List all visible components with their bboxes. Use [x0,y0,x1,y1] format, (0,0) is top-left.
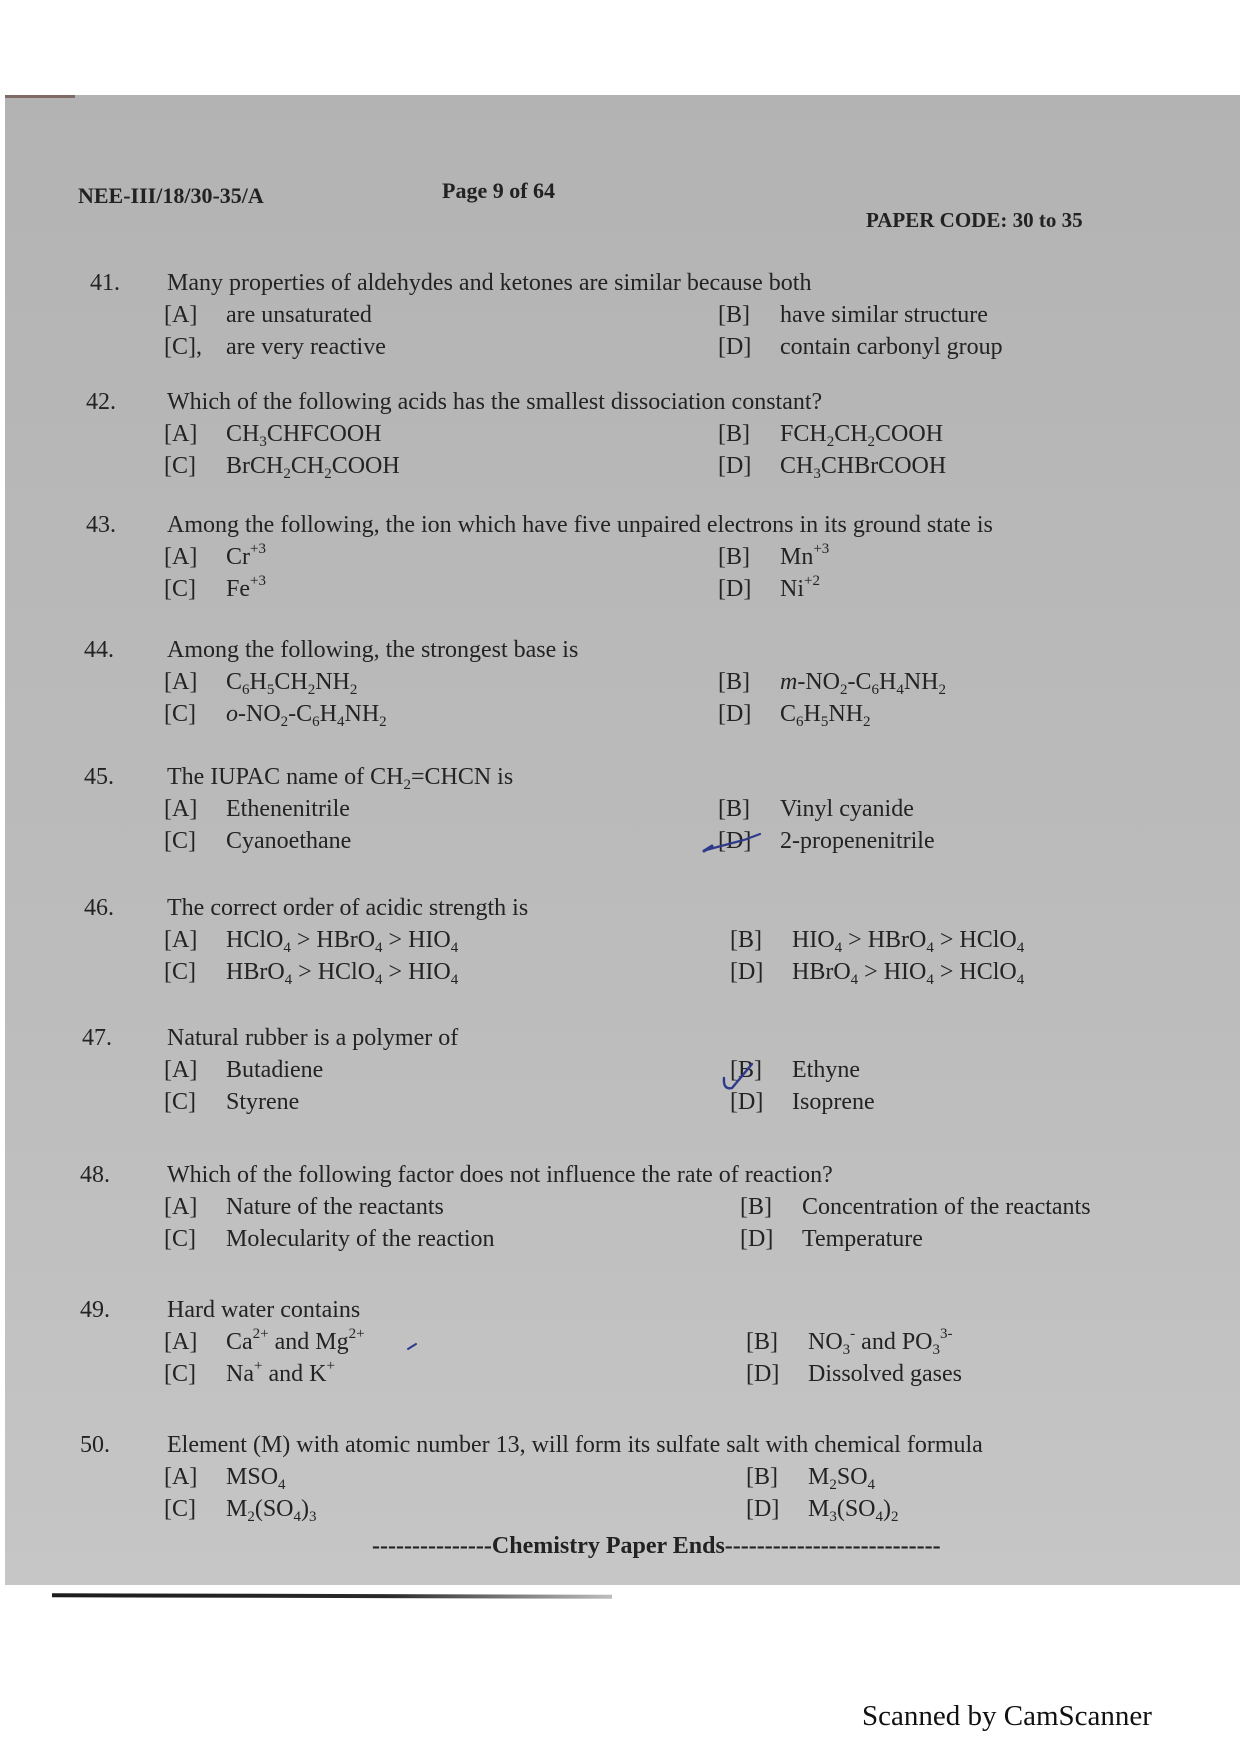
option-label: [B] [718,796,750,822]
option-label: [C] [164,701,196,727]
option-c [164,699,387,729]
option-label: [A] [164,544,198,570]
option-d [746,1494,899,1524]
option-d [718,332,1003,362]
option-label: [C] [164,576,196,602]
option-label: [D] [730,1089,764,1115]
paper-end-marker: ---------------Chemistry Paper Ends--------------------------- [372,1533,941,1559]
option-c [164,1494,317,1524]
option-b [718,542,829,572]
option-b [718,794,914,824]
option-text: 2-propenenitrile [780,828,935,854]
option-d [730,1087,875,1117]
option-text: $HIO_4$ > HBrO$_4$ > HClO$_4$ [792,927,1025,956]
option-label: [D] [746,1361,780,1387]
bottom-rule [52,1593,612,1598]
option-text: are unsaturated [226,302,372,328]
question-stem: Many properties of aldehydes and ketones are similar because both [167,270,812,296]
option-text: $M_2(SO_4)_3$ [226,1496,317,1525]
option-label: [C] [164,828,196,854]
option-label: [C] [164,1089,196,1115]
option-text: $CH_3CHBrCOOH$ [780,453,947,482]
option-label: [B] [718,669,750,695]
option-b [740,1192,1091,1222]
option-text: Vinyl cyanide [780,796,914,822]
option-c [164,1224,495,1254]
option-a [164,1327,365,1357]
option-text: $NO_3^-$ and $PO_3^{3-}$ [808,1326,953,1358]
option-d [746,1359,962,1389]
option-text: $Ni^{+2}$ [780,573,820,602]
option-b [718,419,943,449]
question-stem: The IUPAC name of $CH_2=CHCN$ is [167,764,514,793]
option-label: [D] [718,701,752,727]
option-b [746,1327,953,1357]
option-label: [C] [164,1496,196,1522]
option-label: [C] [164,959,196,985]
option-text: are very reactive [226,334,386,360]
option-d [718,451,946,481]
option-c [164,1087,299,1117]
option-label: [B] [746,1464,778,1490]
question-stem: Among the following, the strongest base is [167,637,579,663]
option-text: Cyanoethane [226,828,352,854]
option-text: $Ca^{2+}$ and $Mg^{2+}$ [226,1326,365,1355]
option-text: HBrO$_4$ > HClO$_4$ > $HIO_4$ [226,959,459,988]
paper-code: PAPER CODE: 30 to 35 [866,208,1083,232]
option-text: $C_6H_5NH_2$ [780,701,871,730]
question-number: 49. [80,1297,110,1323]
option-text: Dissolved gases [808,1361,962,1387]
option-b [730,925,1024,955]
option-text: Molecularity of the reaction [226,1226,495,1252]
question-stem: Hard water contains [167,1297,361,1323]
option-d [718,574,820,604]
option-text: Concentration of the reactants [802,1194,1091,1220]
option-label: [B] [730,1057,762,1083]
option-a [164,794,350,824]
question-number: 47. [82,1025,112,1051]
option-d [718,699,871,729]
option-text: $C_6H_5CH_2NH_2$ [226,669,358,698]
option-label: [A] [164,927,198,953]
option-b [718,667,946,697]
option-label: [A] [164,669,198,695]
option-label: [B] [718,302,750,328]
paper-edge-shadow [5,95,75,98]
option-c [164,1359,335,1389]
option-label: [D] [718,828,752,854]
option-text: Butadiene [226,1057,324,1083]
option-label: [D] [718,453,752,479]
question-number: 44. [84,637,114,663]
option-text: Isoprene [792,1089,875,1115]
question-number: 50. [80,1432,110,1458]
option-label: [B] [746,1329,778,1355]
option-label: [D] [746,1496,780,1522]
question-number: 42. [86,389,116,415]
option-label: [A] [164,1194,198,1220]
option-c [164,451,400,481]
option-text: contain carbonyl group [780,334,1003,360]
option-text: $CH_3CHFCOOH$ [226,421,382,450]
question-number: 43. [86,512,116,538]
option-label: [C] [164,1226,196,1252]
option-text: $m-NO_2-C_6H_4NH_2$ [780,669,947,698]
option-d [730,957,1024,987]
question-number: 41. [90,270,120,296]
option-label: [B] [740,1194,772,1220]
option-label: [A] [164,1057,198,1083]
exam-code: NEE-III/18/30-35/A [78,183,264,208]
option-label: [A] [164,1329,198,1355]
option-text: Na+ and K+ [226,1358,335,1387]
option-label: [D] [718,576,752,602]
option-a [164,1192,444,1222]
question-number: 46. [84,895,114,921]
option-label: [A] [164,421,198,447]
question-stem: The correct order of acidic strength is [167,895,529,921]
question-number: 48. [80,1162,110,1188]
option-text: $o-NO_2-C_6H_4NH_2$ [226,701,387,730]
option-label: [D] [740,1226,774,1252]
scanner-watermark: Scanned by CamScanner [862,1700,1152,1732]
option-text: $Fe^{+3}$ [226,573,266,602]
option-b [730,1055,860,1085]
option-d [718,826,935,856]
option-a [164,925,458,955]
option-label: [D] [718,334,752,360]
option-label: [C], [164,334,202,360]
option-text: Ethyne [792,1057,860,1083]
option-c [164,826,351,856]
option-text: $Mn^{+3}$ [780,541,830,570]
option-b [718,300,988,330]
option-d [740,1224,923,1254]
question-stem: Which of the following factor does not influence the rate of reaction? [167,1162,833,1188]
option-text: $M_2SO_4$ [808,1464,876,1493]
question-stem: Among the following, the ion which have five unpaired electrons in its ground state is [167,512,993,538]
option-text: $BrCH_2CH_2COOH$ [226,453,400,482]
option-text: $FCH_2CH_2COOH$ [780,421,944,450]
option-text: Styrene [226,1089,300,1115]
option-a [164,1462,286,1492]
option-label: [C] [164,453,196,479]
option-text: have similar structure [780,302,988,328]
option-label: [A] [164,1464,198,1490]
option-text: $Cr^{+3}$ [226,541,266,570]
option-label: [A] [164,302,198,328]
option-label: [A] [164,796,198,822]
option-text: HClO$_4$ > HBrO$_4$ > $HIO_4$ [226,927,459,956]
option-a [164,300,372,330]
option-text: Ethenenitrile [226,796,350,822]
option-a [164,542,266,572]
page-number: Page 9 of 64 [442,178,556,203]
question-stem: Natural rubber is a polymer of [167,1025,459,1051]
option-c [164,574,266,604]
option-text: $M_3(SO_4)_2$ [808,1496,899,1525]
option-label: [B] [730,927,762,953]
option-b [746,1462,875,1492]
option-label: [B] [718,544,750,570]
option-text: Nature of the reactants [226,1194,444,1220]
option-a [164,419,382,449]
question-stem: Which of the following acids has the smallest dissociation constant? [167,389,823,415]
option-text: HBrO$_4$ > $HIO_4$ > HClO$_4$ [792,959,1025,988]
option-a [164,667,357,697]
question-stem: Element (M) with atomic number 13, will form its sulfate salt with chemical formula [167,1432,983,1458]
option-text: $MSO_4$ [226,1464,286,1493]
option-label: [C] [164,1361,196,1387]
option-c [164,957,458,987]
question-number: 45. [84,764,114,790]
option-a [164,1055,323,1085]
option-label: [D] [730,959,764,985]
option-text: Temperature [802,1226,923,1252]
option-c [164,332,386,362]
option-label: [B] [718,421,750,447]
